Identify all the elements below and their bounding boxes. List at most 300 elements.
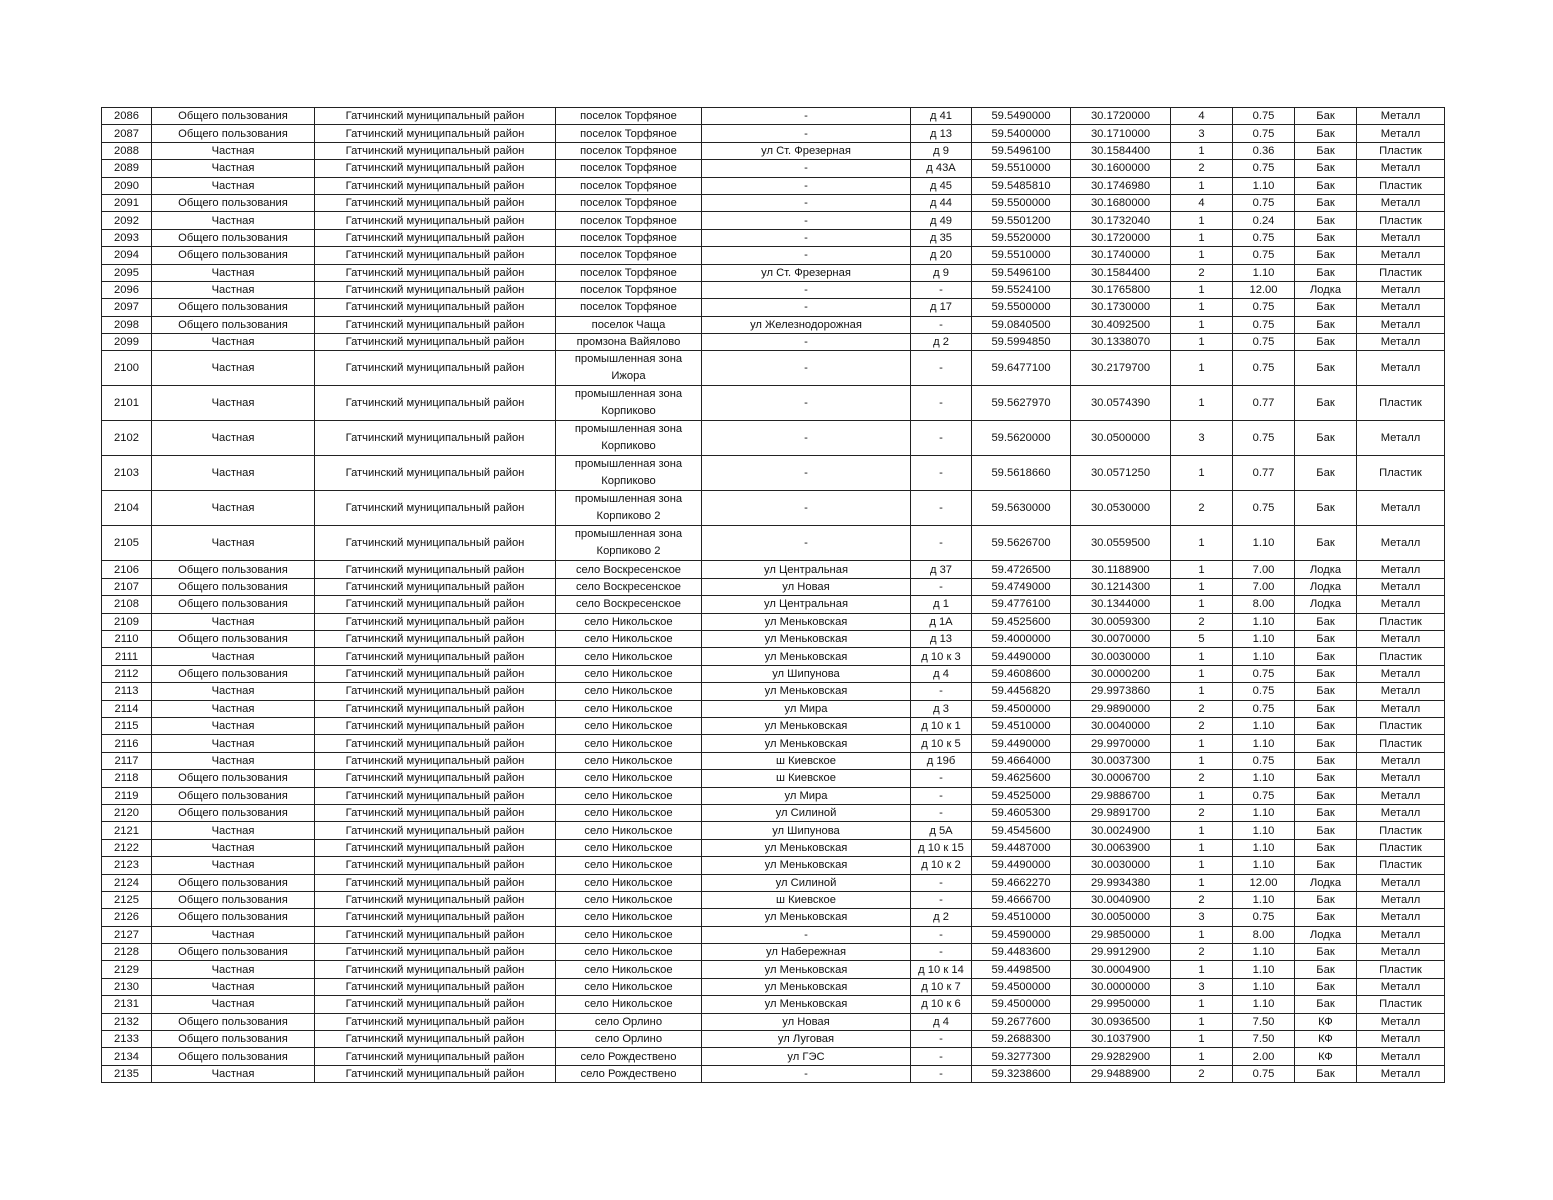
cell-container-type: Бак <box>1295 787 1357 804</box>
cell-district: Гатчинский муниципальный район <box>315 160 556 177</box>
cell-latitude: 59.4605300 <box>972 804 1071 821</box>
cell-settlement: поселок Чаща <box>556 316 702 333</box>
cell-settlement: село Никольское <box>556 926 702 943</box>
cell-street: ул Новая <box>702 1013 911 1030</box>
table-row <box>102 631 1445 648</box>
cell-latitude: 59.6477100 <box>972 351 1071 386</box>
table-row <box>102 421 1445 456</box>
cell-latitude: 59.4776100 <box>972 596 1071 613</box>
cell-longitude: 30.0530000 <box>1071 491 1171 526</box>
cell-street: ул Меньковская <box>702 857 911 874</box>
cell-district: Гатчинский муниципальный район <box>315 229 556 246</box>
table-row <box>102 770 1445 787</box>
cell-street: ул Меньковская <box>702 613 911 630</box>
cell-container-count: 1 <box>1171 874 1233 891</box>
cell-street: ул Меньковская <box>702 648 911 665</box>
cell-district: Гатчинский муниципальный район <box>315 752 556 769</box>
cell-material: Металл <box>1357 752 1445 769</box>
cell-material: Металл <box>1357 1065 1445 1082</box>
cell-row-number: 2105 <box>102 526 152 561</box>
table-row <box>102 1031 1445 1048</box>
table-row <box>102 665 1445 682</box>
cell-row-number: 2131 <box>102 996 152 1013</box>
cell-row-number: 2114 <box>102 700 152 717</box>
cell-material: Металл <box>1357 1048 1445 1065</box>
cell-container-type: Бак <box>1295 683 1357 700</box>
cell-longitude: 30.0037300 <box>1071 752 1171 769</box>
cell-ownership: Общего пользования <box>152 874 315 891</box>
cell-settlement: село Никольское <box>556 909 702 926</box>
cell-volume: 0.77 <box>1233 386 1295 421</box>
cell-settlement: поселок Торфяное <box>556 247 702 264</box>
cell-district: Гатчинский муниципальный район <box>315 491 556 526</box>
cell-latitude: 59.4666700 <box>972 891 1071 908</box>
cell-street: - <box>702 212 911 229</box>
cell-longitude: 29.9891700 <box>1071 804 1171 821</box>
cell-volume: 1.10 <box>1233 822 1295 839</box>
cell-volume: 7.50 <box>1233 1031 1295 1048</box>
cell-ownership: Частная <box>152 142 315 159</box>
cell-container-type: Бак <box>1295 526 1357 561</box>
cell-house: д 3 <box>911 700 972 717</box>
cell-container-count: 1 <box>1171 926 1233 943</box>
cell-longitude: 30.0063900 <box>1071 839 1171 856</box>
cell-container-count: 2 <box>1171 700 1233 717</box>
cell-ownership: Общего пользования <box>152 1013 315 1030</box>
cell-street: - <box>702 281 911 298</box>
cell-settlement: поселок Торфяное <box>556 108 702 125</box>
cell-ownership: Частная <box>152 648 315 665</box>
cell-row-number: 2101 <box>102 386 152 421</box>
cell-latitude: 59.5500000 <box>972 299 1071 316</box>
cell-street: - <box>702 526 911 561</box>
cell-container-count: 1 <box>1171 456 1233 491</box>
cell-row-number: 2103 <box>102 456 152 491</box>
cell-material: Металл <box>1357 874 1445 891</box>
cell-material: Металл <box>1357 578 1445 595</box>
cell-container-count: 2 <box>1171 944 1233 961</box>
table-row <box>102 648 1445 665</box>
cell-container-type: Бак <box>1295 613 1357 630</box>
cell-container-type: Бак <box>1295 770 1357 787</box>
cell-longitude: 29.9934380 <box>1071 874 1171 891</box>
cell-volume: 1.10 <box>1233 961 1295 978</box>
cell-container-type: Бак <box>1295 456 1357 491</box>
cell-latitude: 59.4483600 <box>972 944 1071 961</box>
cell-longitude: 30.1037900 <box>1071 1031 1171 1048</box>
cell-row-number: 2097 <box>102 299 152 316</box>
cell-row-number: 2121 <box>102 822 152 839</box>
cell-district: Гатчинский муниципальный район <box>315 822 556 839</box>
cell-ownership: Общего пользования <box>152 1031 315 1048</box>
cell-material: Пластик <box>1357 996 1445 1013</box>
cell-volume: 0.36 <box>1233 142 1295 159</box>
cell-street: ш Киевское <box>702 770 911 787</box>
cell-latitude: 59.4000000 <box>972 631 1071 648</box>
cell-volume: 0.75 <box>1233 683 1295 700</box>
cell-container-count: 1 <box>1171 596 1233 613</box>
cell-street: ул Шипунова <box>702 822 911 839</box>
cell-container-count: 1 <box>1171 683 1233 700</box>
cell-settlement: село Никольское <box>556 944 702 961</box>
cell-settlement: село Орлино <box>556 1013 702 1030</box>
cell-container-count: 1 <box>1171 316 1233 333</box>
cell-container-count: 1 <box>1171 212 1233 229</box>
table-row <box>102 857 1445 874</box>
cell-longitude: 30.0006700 <box>1071 770 1171 787</box>
table-row <box>102 125 1445 142</box>
cell-container-count: 1 <box>1171 142 1233 159</box>
cell-house: - <box>911 351 972 386</box>
cell-volume: 0.75 <box>1233 491 1295 526</box>
cell-container-count: 1 <box>1171 299 1233 316</box>
cell-container-count: 1 <box>1171 752 1233 769</box>
cell-district: Гатчинский муниципальный район <box>315 264 556 281</box>
cell-longitude: 29.9488900 <box>1071 1065 1171 1082</box>
cell-longitude: 30.0040900 <box>1071 891 1171 908</box>
cell-latitude: 59.4525000 <box>972 787 1071 804</box>
cell-row-number: 2092 <box>102 212 152 229</box>
cell-row-number: 2086 <box>102 108 152 125</box>
cell-ownership: Общего пользования <box>152 108 315 125</box>
cell-latitude: 59.2688300 <box>972 1031 1071 1048</box>
cell-material: Металл <box>1357 421 1445 456</box>
cell-house: - <box>911 456 972 491</box>
cell-ownership: Частная <box>152 491 315 526</box>
cell-container-type: Бак <box>1295 247 1357 264</box>
cell-volume: 0.75 <box>1233 247 1295 264</box>
cell-street: - <box>702 386 911 421</box>
cell-house: д 20 <box>911 247 972 264</box>
cell-latitude: 59.5490000 <box>972 108 1071 125</box>
cell-ownership: Общего пользования <box>152 909 315 926</box>
cell-container-type: Бак <box>1295 421 1357 456</box>
cell-row-number: 2089 <box>102 160 152 177</box>
cell-settlement: поселок Торфяное <box>556 194 702 211</box>
cell-street: ш Киевское <box>702 752 911 769</box>
cell-district: Гатчинский муниципальный район <box>315 961 556 978</box>
cell-settlement: село Воскресенское <box>556 596 702 613</box>
table-row <box>102 177 1445 194</box>
table-row <box>102 787 1445 804</box>
cell-longitude: 30.0559500 <box>1071 526 1171 561</box>
cell-longitude: 29.9886700 <box>1071 787 1171 804</box>
cell-volume: 0.75 <box>1233 752 1295 769</box>
cell-settlement: село Никольское <box>556 874 702 891</box>
cell-house: - <box>911 874 972 891</box>
cell-latitude: 59.4490000 <box>972 735 1071 752</box>
cell-house: - <box>911 526 972 561</box>
cell-volume: 1.10 <box>1233 857 1295 874</box>
cell-latitude: 59.5500000 <box>972 194 1071 211</box>
cell-district: Гатчинский муниципальный район <box>315 631 556 648</box>
cell-material: Металл <box>1357 194 1445 211</box>
cell-latitude: 59.4525600 <box>972 613 1071 630</box>
cell-container-count: 1 <box>1171 247 1233 264</box>
cell-street: ул Меньковская <box>702 735 911 752</box>
cell-ownership: Частная <box>152 996 315 1013</box>
cell-house: д 49 <box>911 212 972 229</box>
cell-container-count: 1 <box>1171 177 1233 194</box>
cell-container-count: 1 <box>1171 735 1233 752</box>
cell-street: ш Киевское <box>702 891 911 908</box>
cell-street: - <box>702 177 911 194</box>
table-row <box>102 717 1445 734</box>
cell-longitude: 30.0059300 <box>1071 613 1171 630</box>
cell-latitude: 59.4490000 <box>972 857 1071 874</box>
cell-material: Пластик <box>1357 857 1445 874</box>
cell-latitude: 59.4662270 <box>972 874 1071 891</box>
cell-longitude: 30.1730000 <box>1071 299 1171 316</box>
cell-row-number: 2100 <box>102 351 152 386</box>
table-row <box>102 229 1445 246</box>
table-row <box>102 456 1445 491</box>
cell-house: д 10 к 14 <box>911 961 972 978</box>
cell-row-number: 2126 <box>102 909 152 926</box>
cell-settlement: село Никольское <box>556 665 702 682</box>
cell-row-number: 2116 <box>102 735 152 752</box>
cell-street: ул Мира <box>702 700 911 717</box>
cell-settlement: село Никольское <box>556 822 702 839</box>
cell-district: Гатчинский муниципальный район <box>315 596 556 613</box>
cell-settlement: поселок Торфяное <box>556 142 702 159</box>
cell-container-count: 1 <box>1171 578 1233 595</box>
cell-house: д 2 <box>911 909 972 926</box>
table-row <box>102 194 1445 211</box>
cell-settlement: село Никольское <box>556 700 702 717</box>
cell-settlement: село Никольское <box>556 857 702 874</box>
cell-ownership: Частная <box>152 752 315 769</box>
cell-container-type: Бак <box>1295 631 1357 648</box>
cell-settlement: село Никольское <box>556 648 702 665</box>
cell-street: - <box>702 108 911 125</box>
cell-settlement: село Никольское <box>556 613 702 630</box>
cell-longitude: 30.0004900 <box>1071 961 1171 978</box>
cell-volume: 0.75 <box>1233 160 1295 177</box>
cell-volume: 0.75 <box>1233 787 1295 804</box>
cell-latitude: 59.4625600 <box>972 770 1071 787</box>
cell-material: Металл <box>1357 700 1445 717</box>
cell-street: ул Силиной <box>702 804 911 821</box>
cell-district: Гатчинский муниципальный район <box>315 456 556 491</box>
table-row <box>102 735 1445 752</box>
cell-longitude: 30.0030000 <box>1071 648 1171 665</box>
cell-container-type: Бак <box>1295 735 1357 752</box>
cell-row-number: 2112 <box>102 665 152 682</box>
cell-material: Металл <box>1357 299 1445 316</box>
cell-row-number: 2094 <box>102 247 152 264</box>
cell-longitude: 30.2179700 <box>1071 351 1171 386</box>
cell-longitude: 30.1746980 <box>1071 177 1171 194</box>
cell-house: д 10 к 3 <box>911 648 972 665</box>
cell-street: ул Новая <box>702 578 911 595</box>
cell-ownership: Частная <box>152 926 315 943</box>
cell-container-count: 1 <box>1171 648 1233 665</box>
cell-volume: 8.00 <box>1233 926 1295 943</box>
cell-district: Гатчинский муниципальный район <box>315 735 556 752</box>
cell-container-type: Бак <box>1295 229 1357 246</box>
cell-container-type: Бак <box>1295 108 1357 125</box>
cell-street: ул Железнодорожная <box>702 316 911 333</box>
table-row <box>102 891 1445 908</box>
cell-material: Пластик <box>1357 822 1445 839</box>
cell-ownership: Частная <box>152 334 315 351</box>
cell-container-type: Бак <box>1295 334 1357 351</box>
cell-house: д 35 <box>911 229 972 246</box>
cell-ownership: Общего пользования <box>152 804 315 821</box>
cell-longitude: 30.1600000 <box>1071 160 1171 177</box>
cell-settlement: село Никольское <box>556 996 702 1013</box>
cell-row-number: 2115 <box>102 717 152 734</box>
cell-row-number: 2134 <box>102 1048 152 1065</box>
cell-street: - <box>702 351 911 386</box>
table-row <box>102 108 1445 125</box>
table-row <box>102 299 1445 316</box>
cell-latitude: 59.5496100 <box>972 264 1071 281</box>
cell-container-count: 1 <box>1171 822 1233 839</box>
cell-row-number: 2088 <box>102 142 152 159</box>
cell-house: д 9 <box>911 142 972 159</box>
table-row <box>102 578 1445 595</box>
cell-street: ул Меньковская <box>702 631 911 648</box>
cell-latitude: 59.4545600 <box>972 822 1071 839</box>
cell-container-type: КФ <box>1295 1031 1357 1048</box>
cell-street: - <box>702 421 911 456</box>
cell-latitude: 59.0840500 <box>972 316 1071 333</box>
cell-volume: 0.75 <box>1233 1065 1295 1082</box>
cell-house: - <box>911 891 972 908</box>
cell-latitude: 59.4510000 <box>972 909 1071 926</box>
cell-street: ул Меньковская <box>702 717 911 734</box>
cell-material: Металл <box>1357 351 1445 386</box>
cell-house: д 43А <box>911 160 972 177</box>
cell-volume: 1.10 <box>1233 717 1295 734</box>
cell-container-type: Бак <box>1295 194 1357 211</box>
cell-district: Гатчинский муниципальный район <box>315 1065 556 1082</box>
table-row <box>102 386 1445 421</box>
cell-street: - <box>702 125 911 142</box>
cell-latitude: 59.2677600 <box>972 1013 1071 1030</box>
table-row <box>102 804 1445 821</box>
cell-container-type: Бак <box>1295 160 1357 177</box>
cell-latitude: 59.4487000 <box>972 839 1071 856</box>
cell-volume: 1.10 <box>1233 996 1295 1013</box>
cell-ownership: Частная <box>152 961 315 978</box>
cell-volume: 1.10 <box>1233 804 1295 821</box>
cell-volume: 1.10 <box>1233 770 1295 787</box>
cell-settlement: промышленная зона Корпиково <box>556 421 702 456</box>
cell-container-count: 1 <box>1171 386 1233 421</box>
cell-longitude: 30.1765800 <box>1071 281 1171 298</box>
cell-settlement: поселок Торфяное <box>556 229 702 246</box>
cell-settlement: село Никольское <box>556 787 702 804</box>
cell-ownership: Частная <box>152 421 315 456</box>
cell-house: - <box>911 770 972 787</box>
cell-street: ул Ст. Фрезерная <box>702 142 911 159</box>
cell-row-number: 2133 <box>102 1031 152 1048</box>
cell-volume: 7.00 <box>1233 578 1295 595</box>
cell-container-type: Бак <box>1295 1065 1357 1082</box>
cell-container-type: Бак <box>1295 857 1357 874</box>
cell-house: - <box>911 804 972 821</box>
cell-row-number: 2095 <box>102 264 152 281</box>
cell-settlement: село Никольское <box>556 717 702 734</box>
cell-container-type: Лодка <box>1295 578 1357 595</box>
cell-longitude: 30.1188900 <box>1071 561 1171 578</box>
cell-settlement: село Никольское <box>556 839 702 856</box>
cell-row-number: 2127 <box>102 926 152 943</box>
table-row <box>102 334 1445 351</box>
cell-container-count: 2 <box>1171 160 1233 177</box>
cell-volume: 0.77 <box>1233 456 1295 491</box>
cell-settlement: село Орлино <box>556 1031 702 1048</box>
cell-house: д 10 к 2 <box>911 857 972 874</box>
cell-row-number: 2118 <box>102 770 152 787</box>
cell-container-count: 2 <box>1171 804 1233 821</box>
cell-volume: 1.10 <box>1233 648 1295 665</box>
cell-district: Гатчинский муниципальный район <box>315 247 556 264</box>
cell-volume: 1.10 <box>1233 735 1295 752</box>
cell-material: Пластик <box>1357 717 1445 734</box>
table-row <box>102 926 1445 943</box>
cell-district: Гатчинский муниципальный район <box>315 996 556 1013</box>
cell-street: - <box>702 160 911 177</box>
cell-material: Металл <box>1357 281 1445 298</box>
table-row <box>102 142 1445 159</box>
table-row <box>102 526 1445 561</box>
cell-street: ул Шипунова <box>702 665 911 682</box>
cell-district: Гатчинский муниципальный район <box>315 386 556 421</box>
cell-row-number: 2120 <box>102 804 152 821</box>
cell-row-number: 2099 <box>102 334 152 351</box>
cell-ownership: Частная <box>152 822 315 839</box>
cell-volume: 0.75 <box>1233 909 1295 926</box>
cell-material: Металл <box>1357 596 1445 613</box>
table-row <box>102 1065 1445 1082</box>
cell-row-number: 2102 <box>102 421 152 456</box>
cell-longitude: 30.0040000 <box>1071 717 1171 734</box>
cell-row-number: 2125 <box>102 891 152 908</box>
cell-district: Гатчинский муниципальный район <box>315 874 556 891</box>
cell-row-number: 2109 <box>102 613 152 630</box>
cell-volume: 1.10 <box>1233 891 1295 908</box>
cell-material: Металл <box>1357 1013 1445 1030</box>
cell-longitude: 30.1720000 <box>1071 229 1171 246</box>
cell-street: - <box>702 456 911 491</box>
cell-district: Гатчинский муниципальный район <box>315 944 556 961</box>
cell-volume: 0.75 <box>1233 665 1295 682</box>
cell-material: Металл <box>1357 926 1445 943</box>
cell-street: - <box>702 194 911 211</box>
cell-street: ул Ст. Фрезерная <box>702 264 911 281</box>
cell-volume: 7.50 <box>1233 1013 1295 1030</box>
cell-settlement: промышленная зона Корпиково <box>556 456 702 491</box>
cell-house: д 13 <box>911 631 972 648</box>
cell-house: - <box>911 421 972 456</box>
cell-latitude: 59.4749000 <box>972 578 1071 595</box>
cell-longitude: 30.0070000 <box>1071 631 1171 648</box>
cell-row-number: 2117 <box>102 752 152 769</box>
cell-container-count: 1 <box>1171 665 1233 682</box>
cell-row-number: 2090 <box>102 177 152 194</box>
cell-settlement: село Воскресенское <box>556 561 702 578</box>
cell-container-type: Бак <box>1295 822 1357 839</box>
cell-container-count: 1 <box>1171 561 1233 578</box>
cell-latitude: 59.5994850 <box>972 334 1071 351</box>
cell-container-type: Бак <box>1295 386 1357 421</box>
cell-container-type: Бак <box>1295 752 1357 769</box>
cell-settlement: село Никольское <box>556 683 702 700</box>
